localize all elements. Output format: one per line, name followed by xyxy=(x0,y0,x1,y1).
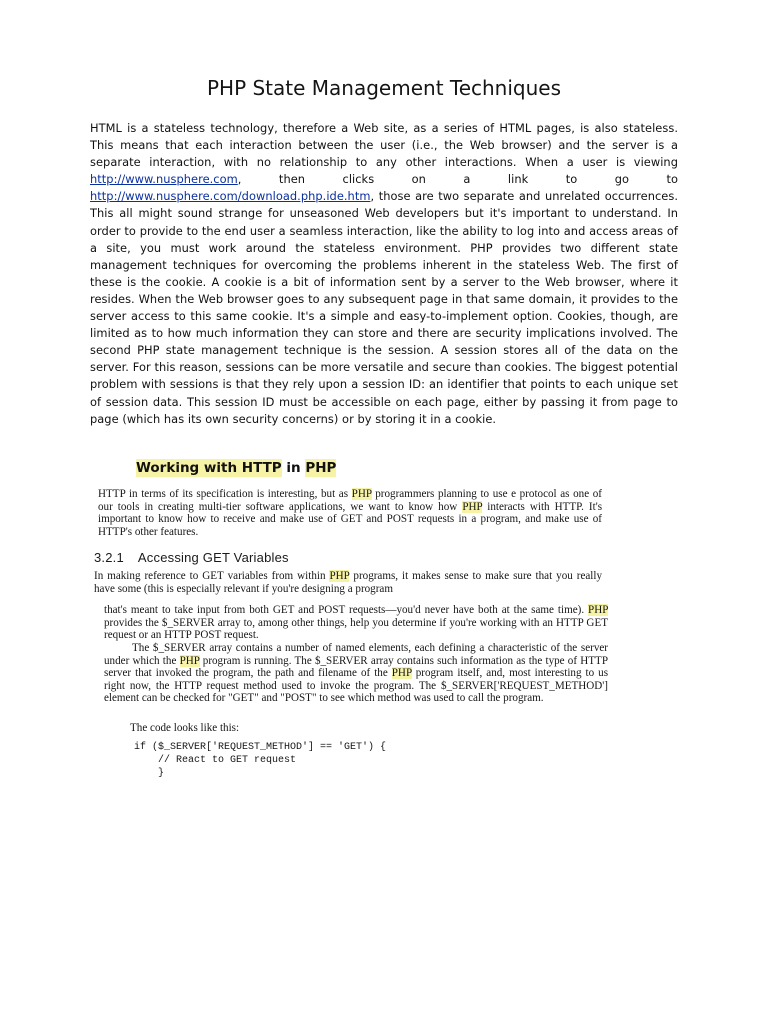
php-highlight: PHP xyxy=(179,654,200,667)
server2-text-e: program itself, and, most interesting to us right now, the HTTP request method used to invoke the program. The $_SERVER['REQUEST_METHOD'] element can be checked for "GET" and "POST" to see which method was used to call the program. xyxy=(104,667,609,705)
heading-highlight-1: Working with HTTP xyxy=(136,460,282,476)
intro-text-1: HTML is a stateless technology, therefore a Web site, as a series of HTML pages, is also stateless. This means that each interaction between the user (i.e., the Web browser) and the server is a separate interaction, with no relationship to any other interactions. When a user is viewing xyxy=(90,121,678,170)
php-highlight: PHP xyxy=(588,604,608,616)
php-highlight: PHP xyxy=(462,500,483,513)
php-highlight: PHP xyxy=(391,667,412,680)
server2-text-a: The $_SERVER array contains a number of named elements, each defining a characteristic of the server under which the xyxy=(104,642,608,667)
http-paragraph xyxy=(98,488,602,538)
working-with-http-heading xyxy=(136,460,336,476)
nusphere-link[interactable]: http://www.nusphere.com xyxy=(90,172,238,187)
heading-highlight-2: PHP xyxy=(305,460,337,476)
http-text-a: HTTP in terms of its specification is interesting, but as xyxy=(98,488,352,500)
intro-paragraph xyxy=(90,120,678,428)
intro-text-3: , those are two separate and unrelated occurrences. This all might sound strange for unseasoned Web developers but it's important to understand. In order to provide to the end user a seamless interaction, like the ability to log into and access areas of a site, you must work around the stateless environment. PHP provides two different state management techniques for overcoming the problems inherent in the stateless Web. The first of these is the cookie. A cookie is a bit of information sent by a server to the Web browser, where it resides. When the Web browser goes to any subsequent page in that same domain, it provides to the server access to this same cookie. It's a simple and easy-to-implement option. Cookies, though, are limited as to how much information they can store and there are security implications involved. The second PHP state management technique is the session. A session stores all of the data on the server. For this reason, sessions can be more versatile and secure than cookies. The biggest potential problem with sessions is that they rely upon a session ID: an identifier that points to each unique set of session data. This session ID must be accessible on each page, either by passing it from page to page (which has its own security concerns) or by storing it in a cookie. xyxy=(90,189,678,426)
get-text-a: In making reference to GET variables from within xyxy=(94,570,330,582)
intro-text-2: , then clicks on a link to go to xyxy=(237,172,678,187)
server2-text-c: program is running. The $_SERVER array contains such information as the type of HTTP server that invoked the program, the path and filename of the xyxy=(104,654,609,680)
php-highlight: PHP xyxy=(329,570,350,582)
server-paragraph-2 xyxy=(104,642,608,705)
section-number: 3.2.1 xyxy=(94,550,124,565)
server1-text-a: that's meant to take input from both GET and POST requests—you'd never have both at the same time). xyxy=(104,604,589,616)
server-paragraph-1 xyxy=(104,604,608,642)
accessing-get-heading xyxy=(94,550,289,565)
page-title: PHP State Management Techniques xyxy=(206,76,562,100)
nusphere-download-link[interactable]: http://www.nusphere.com/download.php.ide.htm xyxy=(90,189,371,204)
server1-text-c: provides the $_SERVER array to, among other things, help you determine if you're working with an HTTP GET request or an HTTP POST request. xyxy=(104,616,608,642)
code-intro: The code looks like this: xyxy=(130,722,240,734)
http-text-c: programmers planning to use e protocol as one of our tools in creating multi-tier software applications, we want to know how xyxy=(98,488,602,513)
heading-in: in xyxy=(281,460,306,476)
code-block: if ($_SERVER['REQUEST_METHOD'] == 'GET') { // React to GET request } xyxy=(134,742,387,779)
get-text-c: programs, it makes sense to make sure that you really have some (this is especially relevant if you're designing a program xyxy=(94,570,603,595)
section-label: Accessing GET Variables xyxy=(137,550,289,565)
http-text-e: interacts with HTTP. It's important to know how to receive and make use of GET and POST requests in a program, and make use of HTTP's other features. xyxy=(98,500,603,538)
php-highlight: PHP xyxy=(351,488,372,500)
get-paragraph xyxy=(94,570,602,595)
